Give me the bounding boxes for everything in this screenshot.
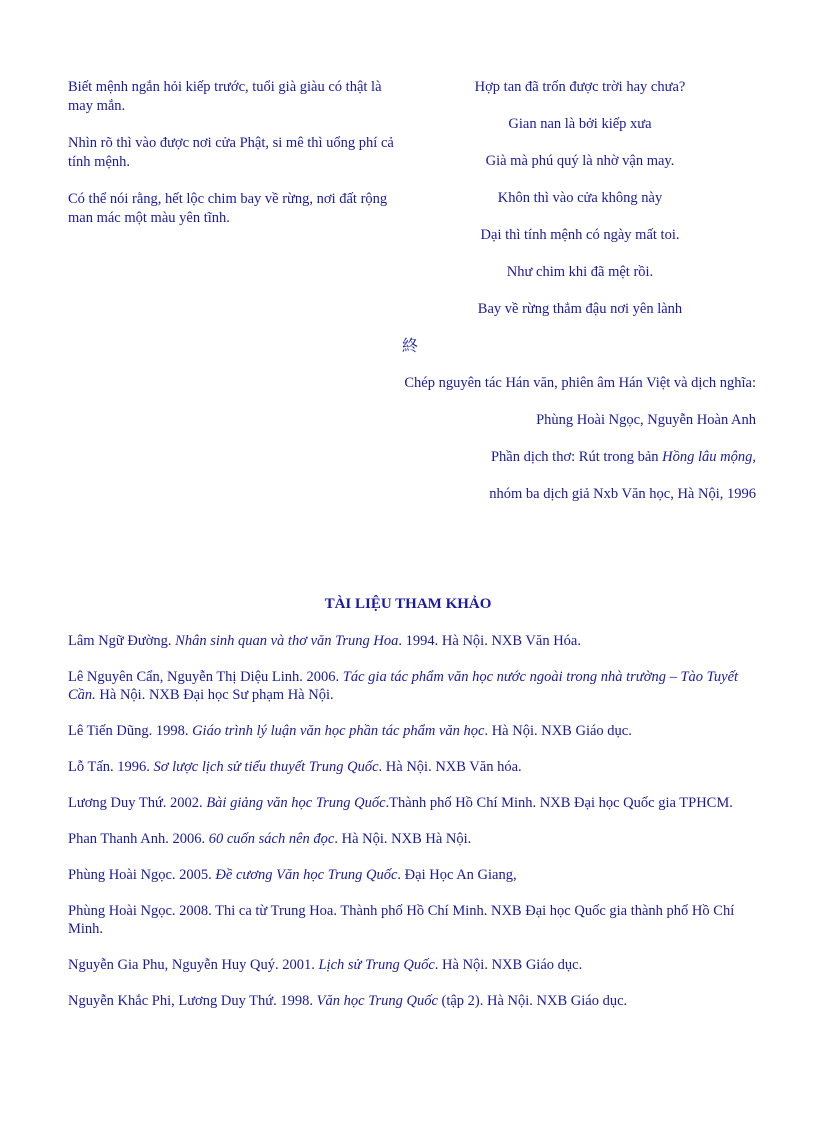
reference-item: Nguyễn Khắc Phi, Lương Duy Thứ. 1998. Văn học Trung Quốc (tập 2). Hà Nội. NXB Giáo dục. (68, 993, 628, 1009)
reference-item: Phan Thanh Anh. 2006. 60 cuốn sách nên đọc. Hà Nội. NXB Hà Nội. (68, 831, 472, 847)
reference-item: Lê Tiến Dũng. 1998. Giáo trình lý luận văn học phần tác phẩm văn học. Hà Nội. NXB Giáo dục. (68, 723, 632, 739)
poem-line: Khôn thì vào cửa không này (497, 190, 663, 206)
prose-paragraph: Nhìn rõ thì vào được nơi cửa Phật, si mê thì uổng phí cả tính mệnh. (68, 135, 394, 170)
reference-item: Lỗ Tấn. 1996. Sơ lược lịch sử tiểu thuyết Trung Quốc. Hà Nội. NXB Văn hóa. (68, 759, 522, 775)
prose-translation-column (68, 78, 400, 246)
prose-paragraph: Có thể nói rằng, hết lộc chim bay về rừng, nơi đất rộng man mác một màu yên tĩnh. (68, 191, 388, 226)
credit-line: Chép nguyên tác Hán văn, phiên âm Hán Việt và dịch nghĩa: (404, 375, 756, 391)
reference-item: Nguyễn Gia Phu, Nguyễn Huy Quý. 2001. Lịch sử Trung Quốc. Hà Nội. NXB Giáo dục. (68, 957, 583, 973)
poem-line: Gian nan là bởi kiếp xưa (508, 116, 652, 132)
poem-line: Hợp tan đã trốn được trời hay chưa? (474, 79, 686, 95)
reference-item: Phùng Hoài Ngọc. 2008. Thi ca từ Trung Hoa. Thành phố Hồ Chí Minh. NXB Đại học Quốc gia thành phố Hồ Chí Minh. (68, 903, 735, 937)
credit-line: nhóm ba dịch giả Nxb Văn học, Hà Nội, 1996 (489, 486, 756, 502)
reference-item: Phùng Hoài Ngọc. 2005. Đề cương Văn học Trung Quốc. Đại Học An Giang, (68, 867, 517, 883)
credit-line (404, 448, 756, 467)
end-mark-character: 終 (402, 338, 419, 355)
reference-item: Lê Nguyên Cẩn, Nguyễn Thị Diệu Linh. 2006. Tác gia tác phẩm văn học nước ngoài trong nhà trường – Tào Tuyết Cần. Hà Nội. NXB Đại học Sư phạm Hà Nội. (68, 669, 739, 703)
reference-item: Lương Duy Thứ. 2002. Bài giảng văn học Trung Quốc.Thành phố Hồ Chí Minh. NXB Đại học Quốc gia TPHCM. (68, 795, 733, 811)
poem-line: Bay về rừng thẳm đậu nơi yên lành (477, 301, 683, 317)
credit-line: Phùng Hoài Ngọc, Nguyễn Hoàn Anh (536, 412, 756, 428)
poem-line: Già mà phú quý là nhờ vận may. (485, 153, 675, 169)
translation-credits (404, 374, 756, 522)
credit-prefix: Phần dịch thơ: Rút trong bản (490, 449, 663, 465)
poem-line: Dại thì tính mệnh có ngày mất toi. (480, 227, 680, 243)
credit-book-title: Hồng lâu mộng, (662, 449, 756, 465)
references-list (68, 632, 758, 1028)
references-heading: TÀI LIỆU THAM KHẢO (324, 596, 492, 612)
poem-line: Như chim khi đã mệt rồi. (506, 264, 654, 280)
prose-paragraph: Biết mệnh ngắn hỏi kiếp trước, tuổi già giàu có thật là may mắn. (68, 79, 382, 114)
poem-translation-column (440, 78, 720, 337)
reference-item: Lâm Ngữ Đường. Nhân sinh quan và thơ văn Trung Hoa. 1994. Hà Nội. NXB Văn Hóa. (68, 633, 581, 649)
